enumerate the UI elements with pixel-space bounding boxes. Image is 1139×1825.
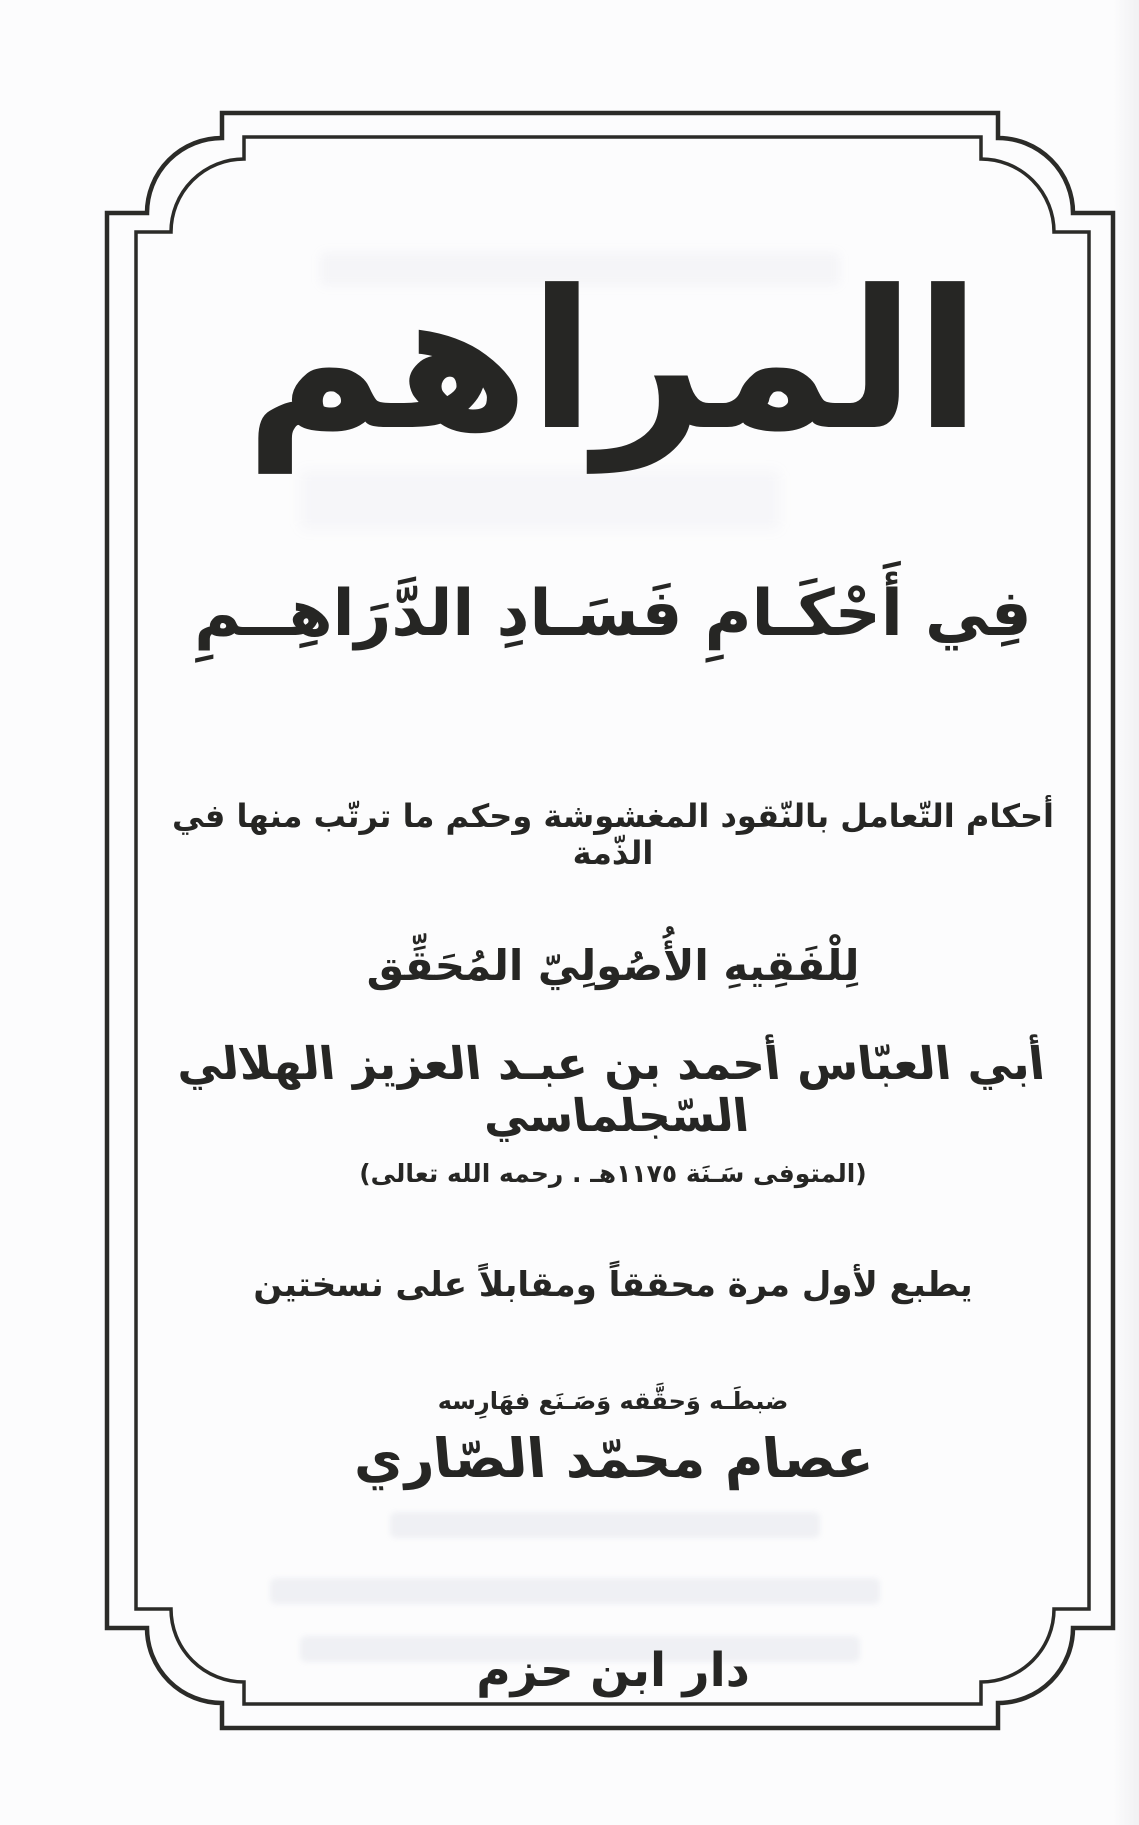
book-title: المراهم — [245, 250, 981, 473]
author-honorific: لِلْفَقِيهِ الأُصُولِيّ المُحَقِّق — [366, 941, 860, 990]
publisher-name: دار ابن حزم — [476, 1643, 750, 1698]
book-tagline: أحكام التّعامل بالنّقود المغشوشة وحكم ما ترتّب منها في الذّمة — [172, 797, 1054, 872]
author-name: أبي العبّاس أحمد بن عبـد العزيز الهلالي السّجلماسي — [173, 1037, 1048, 1142]
editor-credit-label: ضبطَـه وَحقَّقه وَصَـنَع فهَارِسه — [437, 1387, 789, 1415]
book-subtitle: فِي أَحْكَـامِ فَسَـادِ الدَّرَاهِــمِ — [194, 577, 1032, 651]
edition-note: يطبع لأول مرة محققاً ومقابلاً على نسختين — [253, 1265, 973, 1305]
author-death-date: (المتوفى سَـنَة ١١٧٥هـ . رحمه الله تعالى) — [359, 1159, 867, 1188]
editor-name: عصام محمّد الصّاري — [350, 1427, 876, 1490]
